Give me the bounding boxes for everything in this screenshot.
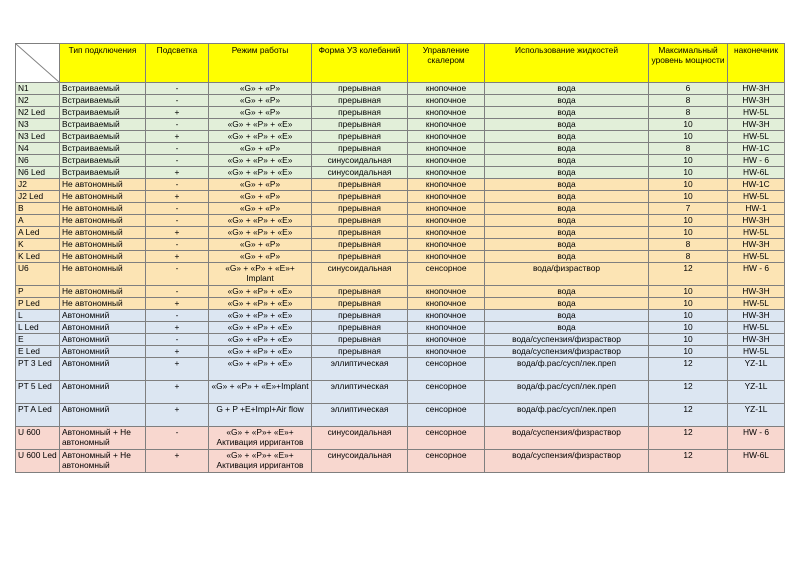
tip-cell: YZ-1L [728,381,785,404]
max-power-cell: 10 [649,310,728,322]
work-mode-cell: «G» + «P» [209,95,312,107]
model-cell: N6 Led [16,167,60,179]
tip-cell: HW-6L [728,450,785,473]
max-power-cell: 10 [649,155,728,167]
diagonal-divider-icon [16,44,59,82]
wave-form-cell: прерывная [312,346,408,358]
work-mode-cell: «G» + «P» + «E» [209,358,312,381]
connection-type-cell: Не автономный [60,179,146,191]
connection-type-cell: Встраиваемый [60,107,146,119]
connection-type-cell: Автономний [60,346,146,358]
model-cell: U6 [16,263,60,286]
model-cell: E [16,334,60,346]
wave-form-cell: прерывная [312,322,408,334]
scaler-control-cell: кнопочное [408,215,485,227]
work-mode-cell: «G» + «P» + «E»+ Implant [209,263,312,286]
header-max-power: Максимальный уровень мощности [649,44,728,83]
wave-form-cell: эллиптическая [312,381,408,404]
model-cell: A [16,215,60,227]
connection-type-cell: Не автономный [60,263,146,286]
connection-type-cell: Автономний [60,322,146,334]
liquid-usage-cell: вода [485,179,649,191]
work-mode-cell: «G» + «P»+ «E»+ Активация ирригантов [209,427,312,450]
tip-cell: HW - 6 [728,263,785,286]
header-backlight: Подсветка [146,44,209,83]
work-mode-cell: «G» + «P» + «E» [209,119,312,131]
backlight-cell: - [146,155,209,167]
table-row [16,179,785,191]
connection-type-cell: Не автономный [60,251,146,263]
liquid-usage-cell: вода [485,191,649,203]
backlight-cell: + [146,298,209,310]
header-liquid-usage: Использование жидкостей [485,44,649,83]
tip-cell: HW-3H [728,83,785,95]
backlight-cell: + [146,227,209,239]
table-row [16,404,785,427]
corner-cell [16,44,60,83]
max-power-cell: 7 [649,203,728,215]
scaler-control-cell: кнопочное [408,83,485,95]
liquid-usage-cell: вода/суспензия/физраствор [485,450,649,473]
model-cell: N2 [16,95,60,107]
liquid-usage-cell: вода [485,119,649,131]
wave-form-cell: прерывная [312,131,408,143]
scaler-control-cell: кнопочное [408,203,485,215]
work-mode-cell: «G» + «P» [209,203,312,215]
max-power-cell: 10 [649,227,728,239]
wave-form-cell: прерывная [312,143,408,155]
table-row [16,119,785,131]
model-cell: U 600 [16,427,60,450]
max-power-cell: 8 [649,95,728,107]
backlight-cell: - [146,427,209,450]
model-cell: N2 Led [16,107,60,119]
work-mode-cell: «G» + «P» [209,179,312,191]
backlight-cell: - [146,119,209,131]
wave-form-cell: эллиптическая [312,358,408,381]
work-mode-cell: «G» + «P» + «E» [209,215,312,227]
backlight-cell: + [146,346,209,358]
table-row [16,107,785,119]
backlight-cell: - [146,203,209,215]
scaler-control-cell: кнопочное [408,322,485,334]
wave-form-cell: прерывная [312,227,408,239]
table-row [16,298,785,310]
backlight-cell: + [146,358,209,381]
model-cell: N4 [16,143,60,155]
max-power-cell: 10 [649,298,728,310]
connection-type-cell: Встраиваемый [60,119,146,131]
liquid-usage-cell: вода [485,107,649,119]
connection-type-cell: Автономний [60,381,146,404]
connection-type-cell: Автономный + Не автономный [60,427,146,450]
model-cell: L Led [16,322,60,334]
tip-cell: HW-5L [728,191,785,203]
liquid-usage-cell: вода/ф.рас/сусп/лек.преп [485,381,649,404]
max-power-cell: 8 [649,251,728,263]
liquid-usage-cell: вода [485,310,649,322]
model-cell: A Led [16,227,60,239]
scaler-control-cell: кнопочное [408,346,485,358]
max-power-cell: 6 [649,83,728,95]
scaler-control-cell: кнопочное [408,298,485,310]
scaler-control-cell: кнопочное [408,107,485,119]
max-power-cell: 10 [649,119,728,131]
scaler-control-cell: кнопочное [408,251,485,263]
max-power-cell: 12 [649,263,728,286]
table-row [16,131,785,143]
table-row [16,358,785,381]
header-connection-type: Тип подключения [60,44,146,83]
connection-type-cell: Встраиваемый [60,155,146,167]
scaler-control-cell: сенсорное [408,358,485,381]
wave-form-cell: прерывная [312,298,408,310]
liquid-usage-cell: вода [485,239,649,251]
tip-cell: YZ-1L [728,358,785,381]
max-power-cell: 8 [649,143,728,155]
table-row [16,227,785,239]
scaler-control-cell: кнопочное [408,143,485,155]
max-power-cell: 10 [649,215,728,227]
liquid-usage-cell: вода [485,83,649,95]
liquid-usage-cell: вода/суспензия/физраствор [485,427,649,450]
tip-cell: HW-1C [728,143,785,155]
connection-type-cell: Встраиваемый [60,131,146,143]
model-cell: E Led [16,346,60,358]
tip-cell: HW-6L [728,167,785,179]
connection-type-cell: Встраиваемый [60,83,146,95]
connection-type-cell: Автономний [60,404,146,427]
model-cell: PT 3 Led [16,358,60,381]
backlight-cell: - [146,263,209,286]
liquid-usage-cell: вода [485,322,649,334]
wave-form-cell: синусоидальная [312,427,408,450]
model-cell: J2 [16,179,60,191]
liquid-usage-cell: вода/суспензия/физраствор [485,334,649,346]
scaler-control-cell: сенсорное [408,404,485,427]
max-power-cell: 10 [649,322,728,334]
work-mode-cell: «G» + «P» + «E» [209,310,312,322]
wave-form-cell: эллиптическая [312,404,408,427]
connection-type-cell: Автономний [60,310,146,322]
max-power-cell: 12 [649,427,728,450]
backlight-cell: - [146,143,209,155]
wave-form-cell: прерывная [312,334,408,346]
wave-form-cell: прерывная [312,191,408,203]
header-work-mode: Режим работы [209,44,312,83]
tip-cell: HW-5L [728,251,785,263]
backlight-cell: - [146,334,209,346]
backlight-cell: + [146,251,209,263]
connection-type-cell: Автономный + Не автономный [60,450,146,473]
header-scaler-control: Управление скалером [408,44,485,83]
table-row [16,215,785,227]
scaler-control-cell: сенсорное [408,450,485,473]
wave-form-cell: синусоидальная [312,155,408,167]
wave-form-cell: синусоидальная [312,167,408,179]
scaler-control-cell: кнопочное [408,167,485,179]
scaler-control-cell: кнопочное [408,286,485,298]
table-row [16,346,785,358]
table-row [16,83,785,95]
liquid-usage-cell: вода [485,95,649,107]
work-mode-cell: «G» + «P» [209,143,312,155]
connection-type-cell: Не автономный [60,239,146,251]
wave-form-cell: прерывная [312,310,408,322]
scaler-control-cell: кнопочное [408,191,485,203]
connection-type-cell: Не автономный [60,191,146,203]
model-cell: PT A Led [16,404,60,427]
table-body [16,83,785,473]
backlight-cell: - [146,239,209,251]
connection-type-cell: Встраиваемый [60,167,146,179]
model-cell: N6 [16,155,60,167]
max-power-cell: 8 [649,239,728,251]
work-mode-cell: «G» + «P» + «E» [209,227,312,239]
liquid-usage-cell: вода [485,227,649,239]
work-mode-cell: «G» + «P» [209,191,312,203]
table-row [16,334,785,346]
table-row [16,167,785,179]
scaler-control-cell: сенсорное [408,263,485,286]
connection-type-cell: Не автономный [60,286,146,298]
header-row [16,44,785,83]
backlight-cell: + [146,191,209,203]
backlight-cell: - [146,179,209,191]
scaler-control-cell: сенсорное [408,427,485,450]
liquid-usage-cell: вода/ф.рас/сусп/лек.преп [485,358,649,381]
liquid-usage-cell: вода [485,155,649,167]
work-mode-cell: «G» + «P» + «E» [209,334,312,346]
backlight-cell: + [146,322,209,334]
work-mode-cell: «G» + «P» [209,239,312,251]
tip-cell: HW - 6 [728,155,785,167]
work-mode-cell: «G» + «P» [209,251,312,263]
table-row [16,155,785,167]
wave-form-cell: прерывная [312,179,408,191]
backlight-cell: + [146,450,209,473]
table-row [16,203,785,215]
model-cell: N1 [16,83,60,95]
scaler-control-cell: кнопочное [408,119,485,131]
tip-cell: HW-5L [728,131,785,143]
work-mode-cell: «G» + «P» + «E» [209,298,312,310]
tip-cell: HW-3H [728,239,785,251]
table-row [16,286,785,298]
scaler-control-cell: кнопочное [408,131,485,143]
liquid-usage-cell: вода [485,167,649,179]
tip-cell: HW-5L [728,322,785,334]
tip-cell: HW-5L [728,227,785,239]
connection-type-cell: Автономний [60,334,146,346]
work-mode-cell: «G» + «P» + «E» [209,346,312,358]
work-mode-cell: «G» + «P» + «E» [209,155,312,167]
max-power-cell: 12 [649,404,728,427]
connection-type-cell: Не автономный [60,298,146,310]
liquid-usage-cell: вода/суспензия/физраствор [485,346,649,358]
tip-cell: HW-3H [728,310,785,322]
tip-cell: HW - 6 [728,427,785,450]
wave-form-cell: прерывная [312,83,408,95]
table-row [16,450,785,473]
scaler-control-cell: кнопочное [408,95,485,107]
liquid-usage-cell: вода [485,131,649,143]
model-cell: L [16,310,60,322]
model-cell: U 600 Led [16,450,60,473]
table-row [16,310,785,322]
model-cell: N3 [16,119,60,131]
wave-form-cell: синусоидальная [312,450,408,473]
work-mode-cell: «G» + «P» + «E» [209,286,312,298]
model-cell: P Led [16,298,60,310]
work-mode-cell: «G» + «P» [209,107,312,119]
max-power-cell: 10 [649,286,728,298]
max-power-cell: 12 [649,381,728,404]
model-cell: B [16,203,60,215]
header-wave-form: Форма УЗ колебаний [312,44,408,83]
backlight-cell: - [146,215,209,227]
max-power-cell: 10 [649,346,728,358]
connection-type-cell: Не автономный [60,227,146,239]
backlight-cell: - [146,310,209,322]
model-cell: P [16,286,60,298]
tip-cell: HW-5L [728,346,785,358]
liquid-usage-cell: вода [485,215,649,227]
scaler-control-cell: кнопочное [408,179,485,191]
max-power-cell: 12 [649,358,728,381]
tip-cell: HW-3H [728,215,785,227]
scaler-control-cell: кнопочное [408,334,485,346]
max-power-cell: 10 [649,334,728,346]
tip-cell: HW-3H [728,119,785,131]
max-power-cell: 10 [649,191,728,203]
connection-type-cell: Не автономный [60,215,146,227]
wave-form-cell: прерывная [312,286,408,298]
wave-form-cell: прерывная [312,251,408,263]
backlight-cell: - [146,95,209,107]
wave-form-cell: прерывная [312,239,408,251]
scaler-control-cell: кнопочное [408,239,485,251]
backlight-cell: + [146,131,209,143]
model-cell: N3 Led [16,131,60,143]
max-power-cell: 8 [649,107,728,119]
wave-form-cell: синусоидальная [312,263,408,286]
table-row [16,322,785,334]
liquid-usage-cell: вода [485,143,649,155]
wave-form-cell: прерывная [312,215,408,227]
table-row [16,143,785,155]
connection-type-cell: Встраиваемый [60,143,146,155]
max-power-cell: 10 [649,167,728,179]
table-row [16,427,785,450]
backlight-cell: - [146,83,209,95]
wave-form-cell: прерывная [312,95,408,107]
connection-type-cell: Автономний [60,358,146,381]
wave-form-cell: прерывная [312,107,408,119]
table-row [16,239,785,251]
scaler-control-cell: сенсорное [408,381,485,404]
table-row [16,251,785,263]
work-mode-cell: «G» + «P» + «E» [209,131,312,143]
model-cell: K [16,239,60,251]
liquid-usage-cell: вода/ф.рас/сусп/лек.преп [485,404,649,427]
backlight-cell: + [146,107,209,119]
work-mode-cell: «G» + «P» + «E» [209,167,312,179]
backlight-cell: + [146,404,209,427]
model-cell: J2 Led [16,191,60,203]
tip-cell: HW-1C [728,179,785,191]
liquid-usage-cell: вода [485,298,649,310]
work-mode-cell: «G» + «P» + «E» [209,322,312,334]
max-power-cell: 10 [649,131,728,143]
work-mode-cell: «G» + «P» [209,83,312,95]
table-row [16,381,785,404]
liquid-usage-cell: вода [485,203,649,215]
wave-form-cell: прерывная [312,119,408,131]
wave-form-cell: прерывная [312,203,408,215]
connection-type-cell: Не автономный [60,203,146,215]
tip-cell: HW-3H [728,286,785,298]
work-mode-cell: G + P +E+Impl+Air flow [209,404,312,427]
table-row [16,263,785,286]
liquid-usage-cell: вода [485,251,649,263]
header-tip: наконечник [728,44,785,83]
tip-cell: HW-3H [728,334,785,346]
model-cell: K Led [16,251,60,263]
table-row [16,95,785,107]
tip-cell: HW-5L [728,107,785,119]
backlight-cell: + [146,381,209,404]
liquid-usage-cell: вода/физраствор [485,263,649,286]
scaler-control-cell: кнопочное [408,227,485,239]
tip-cell: HW-1 [728,203,785,215]
scaler-control-cell: кнопочное [408,155,485,167]
scaler-comparison-table [15,43,785,473]
backlight-cell: + [146,167,209,179]
max-power-cell: 10 [649,179,728,191]
liquid-usage-cell: вода [485,286,649,298]
tip-cell: HW-3H [728,95,785,107]
work-mode-cell: «G» + «P»+ «E»+ Активация ирригантов [209,450,312,473]
backlight-cell: - [146,286,209,298]
scaler-control-cell: кнопочное [408,310,485,322]
connection-type-cell: Встраиваемый [60,95,146,107]
model-cell: PT 5 Led [16,381,60,404]
max-power-cell: 12 [649,450,728,473]
work-mode-cell: «G» + «P» + «E»+Implant [209,381,312,404]
table-row [16,191,785,203]
tip-cell: YZ-1L [728,404,785,427]
tip-cell: HW-5L [728,298,785,310]
